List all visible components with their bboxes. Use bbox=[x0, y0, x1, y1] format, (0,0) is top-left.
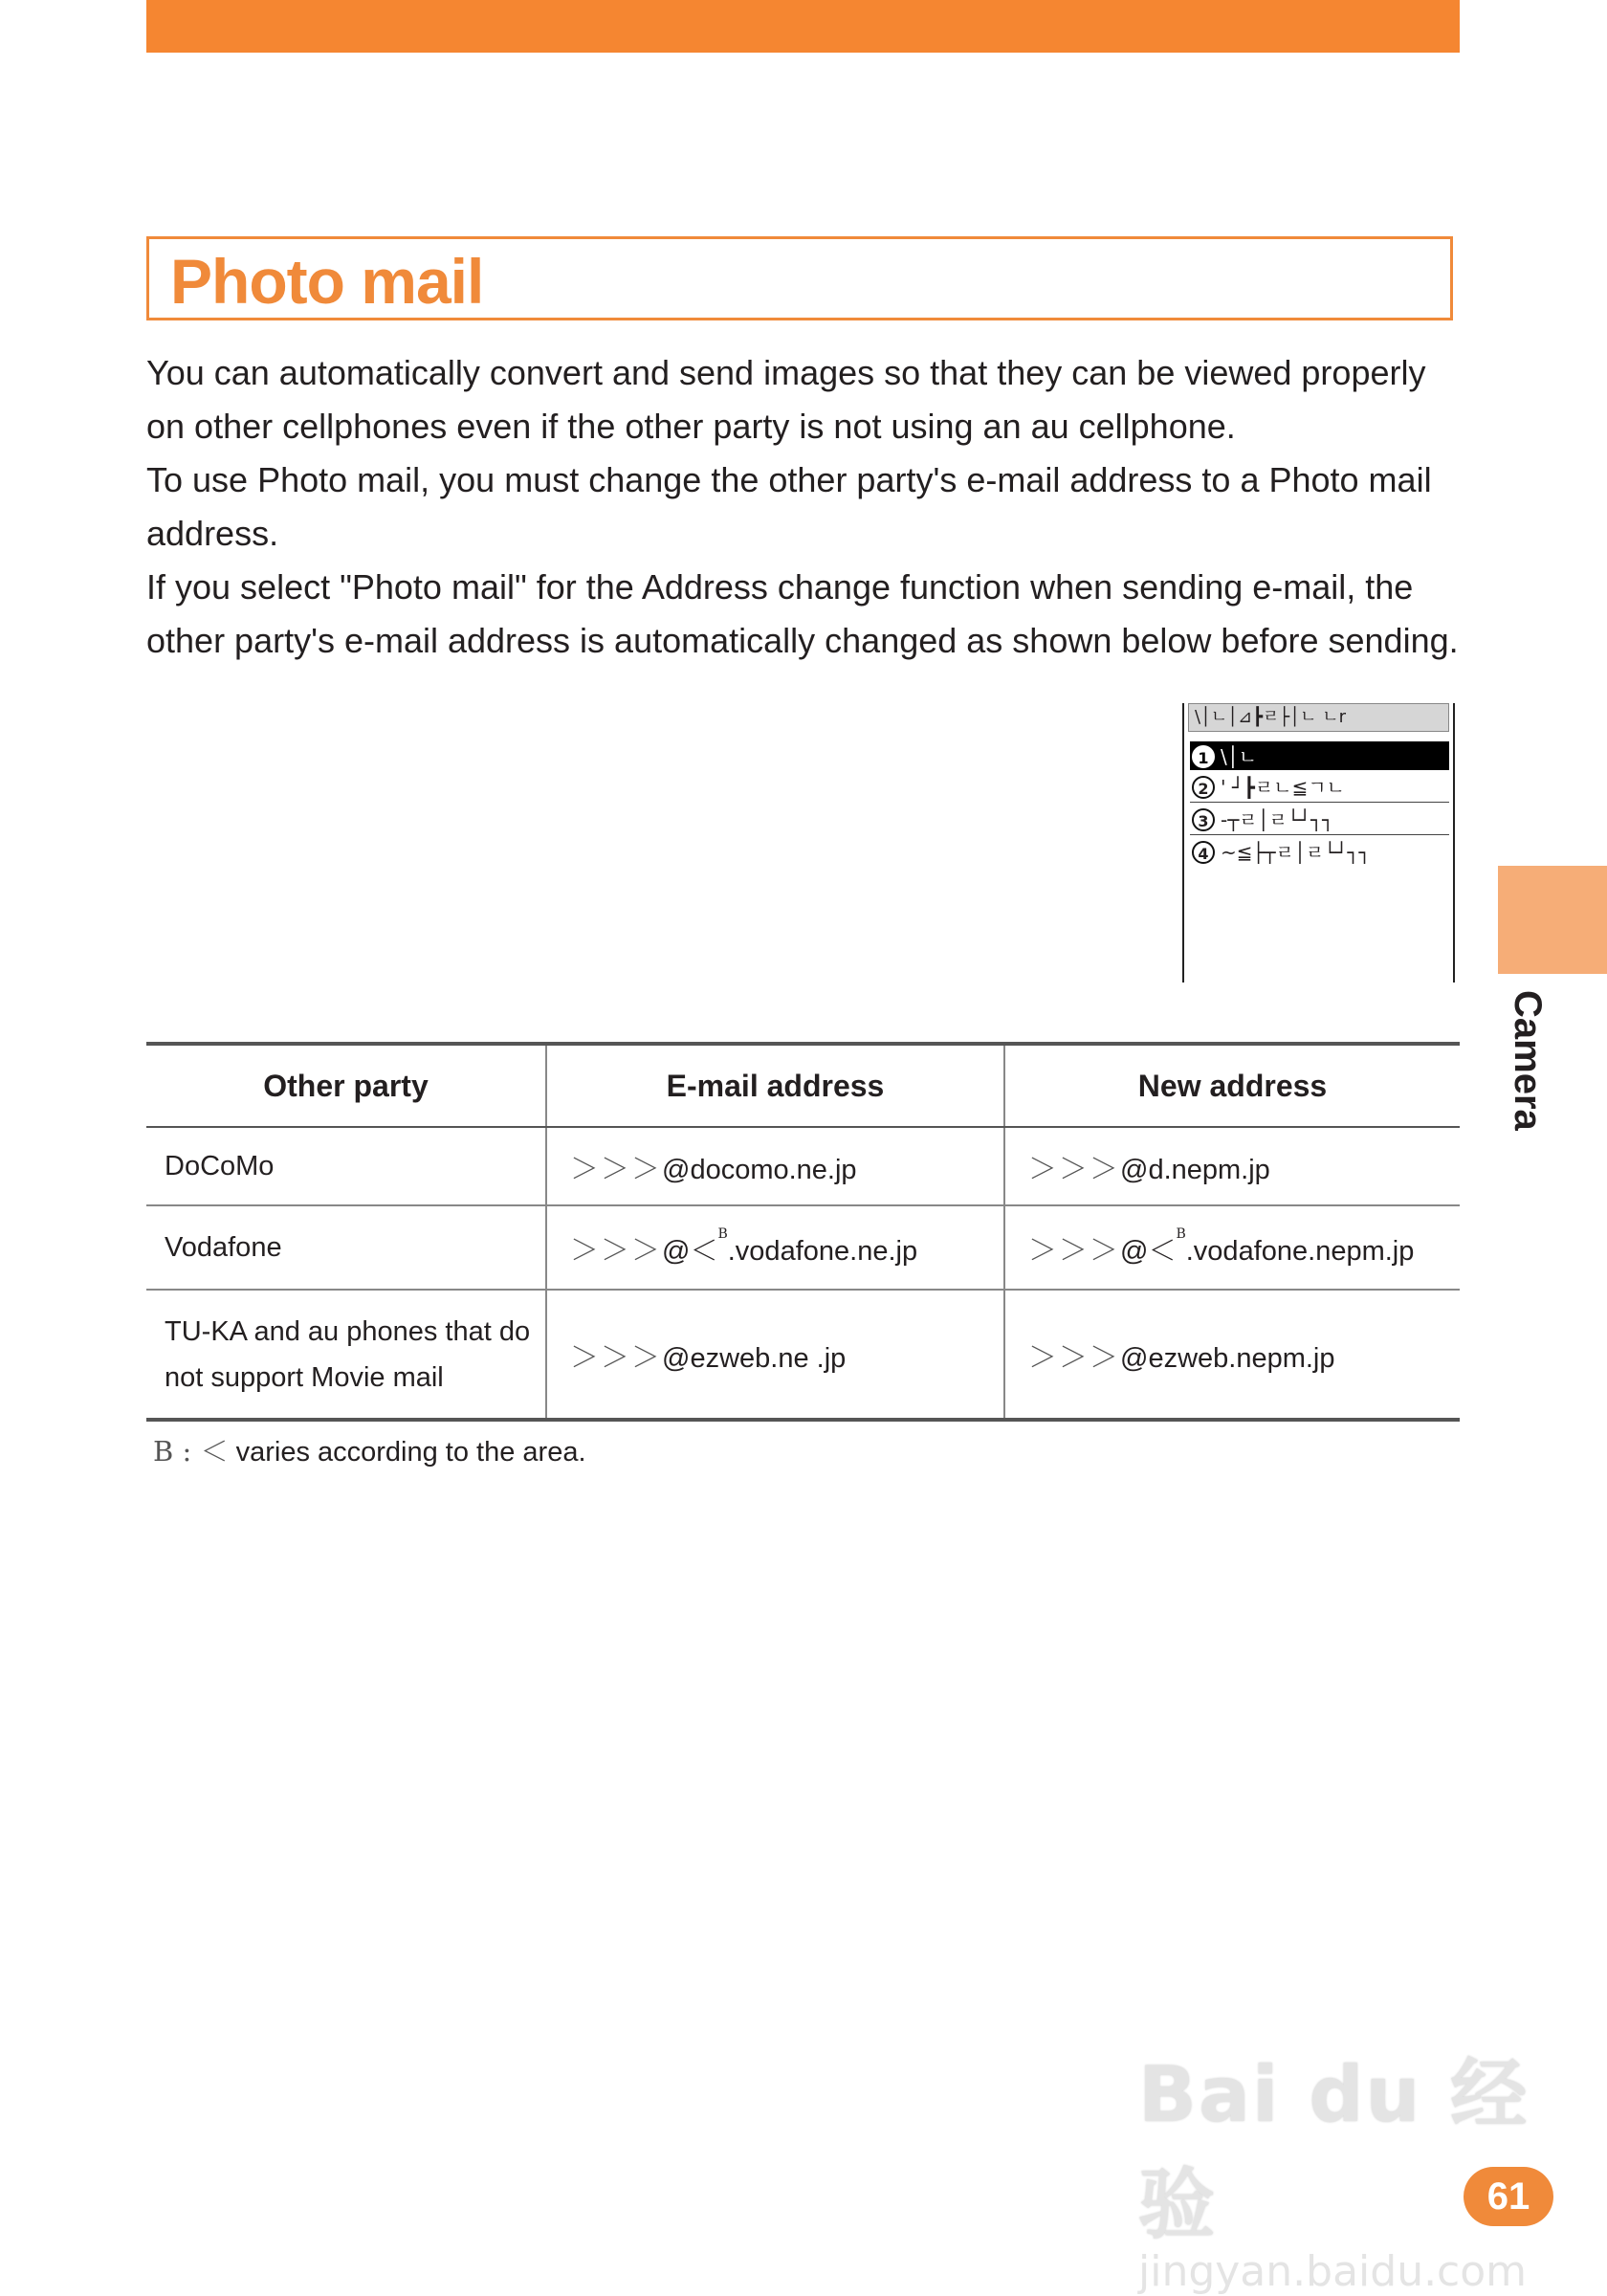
intro-paragraph: If you select "Photo mail" for the Address change function when sending e-mail, the other party's e-mail address is automatically changed as shown below before sending. bbox=[146, 567, 1459, 660]
number-1-icon: 1 bbox=[1192, 745, 1215, 768]
phone-menu-item[interactable] bbox=[1190, 741, 1449, 770]
page-number-badge: 61 bbox=[1464, 2167, 1553, 2226]
email-domain: @ezweb.ne .jp bbox=[662, 1342, 847, 1374]
footnote-marker: B bbox=[1176, 1226, 1186, 1242]
number-4-icon: 4 bbox=[1192, 841, 1215, 864]
party-cell: TU-KA and au phones that do not support Movie mail bbox=[146, 1290, 546, 1420]
footnote-text: varies according to the area. bbox=[228, 1437, 586, 1468]
email-domain-tail: .vodafone.ne.jp bbox=[727, 1236, 918, 1267]
new-domain-tail: .vodafone.nepm.jp bbox=[1185, 1236, 1415, 1267]
email-domain: @docomo.ne.jp bbox=[662, 1155, 857, 1185]
page-title: Photo mail bbox=[170, 246, 484, 317]
table-row bbox=[146, 1205, 1460, 1290]
phone-menu-item-label: \│ㄴ bbox=[1221, 745, 1258, 768]
table-footnote bbox=[153, 1430, 586, 1469]
party-cell: DoCoMo bbox=[146, 1127, 546, 1205]
placeholder-arrows: ＞＞＞ bbox=[1028, 1153, 1120, 1186]
phone-screen-illustration bbox=[1182, 703, 1455, 982]
table-row bbox=[146, 1290, 1460, 1420]
intro-paragraph: You can automatically convert and send images so that they can be viewed properly on other cellphones even if the other party is not using an au cellphone. bbox=[146, 353, 1426, 446]
phone-menu-divider bbox=[1190, 834, 1449, 835]
new-address-cell bbox=[1004, 1290, 1460, 1420]
footnote-mark: B : ＜ bbox=[153, 1435, 229, 1468]
new-domain: @ezweb.nepm.jp bbox=[1120, 1342, 1335, 1374]
chapter-side-label: Camera bbox=[1507, 990, 1549, 1131]
watermark-url: jingyan.baidu.com bbox=[1138, 2247, 1528, 2296]
phone-menu-item[interactable] bbox=[1190, 805, 1449, 833]
address-table bbox=[146, 1042, 1460, 1422]
table-header-row bbox=[146, 1044, 1460, 1127]
intro-paragraph: To use Photo mail, you must change the other party's e-mail address to a Photo mail address. bbox=[146, 460, 1432, 553]
email-address-cell bbox=[546, 1127, 1004, 1205]
phone-menu-divider bbox=[1190, 802, 1449, 803]
column-header: Other party bbox=[146, 1044, 546, 1127]
table-row bbox=[146, 1127, 1460, 1205]
phone-screen-header bbox=[1188, 703, 1449, 732]
new-domain: @＜ bbox=[1120, 1236, 1177, 1267]
placeholder-arrows: ＞＞＞ bbox=[1028, 1234, 1120, 1268]
intro-text bbox=[146, 346, 1466, 668]
baidu-logo-watermark: Bai du 经验 bbox=[1138, 2050, 1530, 2249]
column-header: New address bbox=[1004, 1044, 1460, 1127]
new-domain: @d.nepm.jp bbox=[1120, 1155, 1270, 1185]
phone-menu-item-label: ~≦├┬ㄹ│ㄹ└┘┐┐ bbox=[1221, 841, 1371, 864]
watermark bbox=[1138, 2033, 1607, 2296]
new-address-cell bbox=[1004, 1205, 1460, 1290]
phone-menu-item-label: ' ┘┣ㄹㄴ≦ㄱㄴ bbox=[1221, 776, 1345, 799]
placeholder-arrows: ＞＞＞ bbox=[570, 1234, 662, 1268]
number-3-icon: 3 bbox=[1192, 808, 1215, 831]
column-header: E-mail address bbox=[546, 1044, 1004, 1127]
top-accent-bar bbox=[146, 0, 1460, 53]
phone-menu-item-label: -┬ㄹ│ㄹ└┘┐┐ bbox=[1221, 808, 1334, 831]
number-2-icon: 2 bbox=[1192, 776, 1215, 799]
email-address-cell bbox=[546, 1290, 1004, 1420]
section-title-box bbox=[146, 236, 1453, 320]
email-address-cell bbox=[546, 1205, 1004, 1290]
party-cell: Vodafone bbox=[146, 1205, 546, 1290]
phone-menu-item[interactable] bbox=[1190, 772, 1449, 801]
phone-screen-header-text: \│ㄴ│⊿┣ㄹ├│ㄴ ㄴr bbox=[1195, 707, 1347, 727]
new-address-cell bbox=[1004, 1127, 1460, 1205]
chapter-side-tab bbox=[1498, 866, 1607, 974]
phone-menu-item[interactable] bbox=[1190, 837, 1449, 866]
email-domain: @＜ bbox=[662, 1236, 718, 1267]
placeholder-arrows: ＞＞＞ bbox=[1028, 1340, 1120, 1375]
footnote-marker: B bbox=[717, 1226, 728, 1242]
placeholder-arrows: ＞＞＞ bbox=[570, 1153, 662, 1186]
placeholder-arrows: ＞＞＞ bbox=[570, 1340, 662, 1375]
